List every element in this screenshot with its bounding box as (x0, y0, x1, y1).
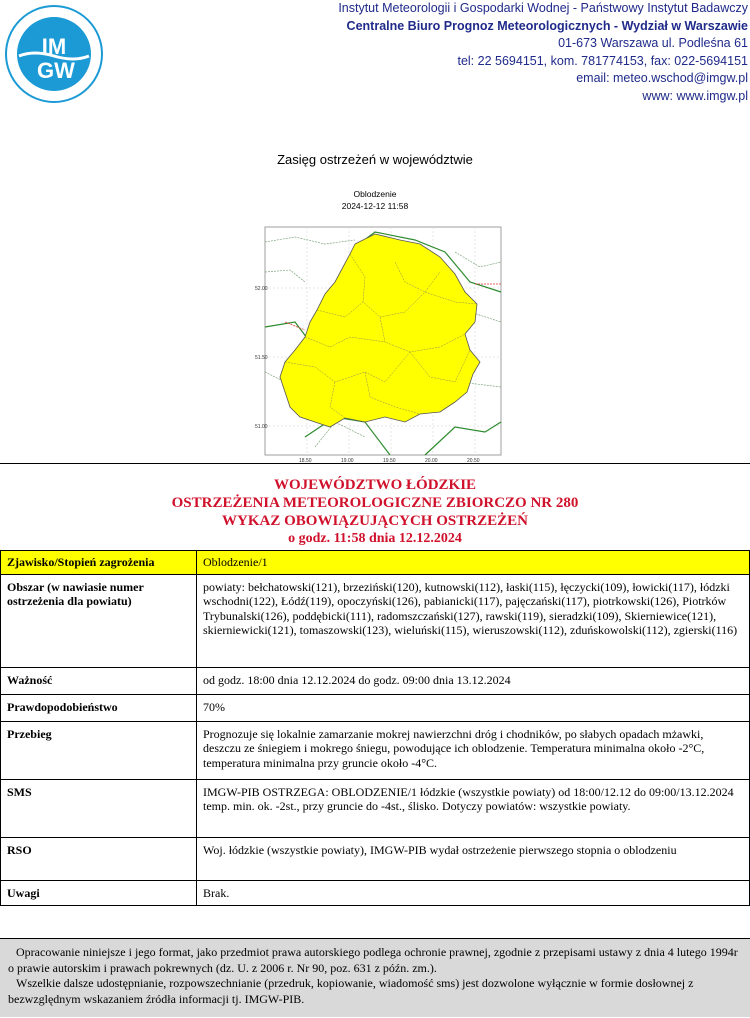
lat-label: 51.50 (255, 355, 268, 361)
table-row (1, 880, 750, 906)
row-label: Uwagi (1, 880, 197, 906)
header-line-www[interactable]: www: www.imgw.pl (642, 88, 748, 103)
row-value: Oblodzenie/1 (197, 551, 750, 575)
map-caption-date: 2024-12-12 11:58 (341, 201, 409, 211)
warning-map (255, 222, 505, 464)
bulletin-title (0, 464, 750, 550)
row-label: SMS (1, 779, 197, 837)
header-line-institute: Instytut Meteorologii i Gospodarki Wodnej - Państwowy Instytut Badawczy (338, 1, 748, 15)
imgw-logo (4, 4, 104, 104)
row-value: IMGW-PIB OSTRZEGA: OBLODZENIE/1 łódzkie (wszystkie powiaty) od 18:00/12.12 do 09:00/13.12.2024 temp. min. ok. -2st., przy gruncie do -4st., ślisko. Dotyczy powiatów: wszystkie powiaty. (197, 779, 750, 837)
row-value: powiaty: bełchatowski(121), brzeziński(120), kutnowski(112), łaski(115), łęczycki(109), łowicki(117), łódzki wschodni(122), Łódź(119), opoczyński(126), pabianicki(117), pajęczański(117), piotrkowski(126), Piotrków Trybunalski(126), poddębicki(111), radomszczański(127), rawski(119), sieradzki(109), Skierniewice(121), skierniewicki(121), tomaszowski(123), wieluński(115), wieruszowski(112), zduńskowolski(112), zgierski(116) (197, 574, 750, 667)
row-value: Prognozuje się lokalnie zamarzanie mokrej nawierzchni dróg i chodników, po słabych opadach mżawki, deszczu ze śniegiem i mokrego śniegu, powodujące ich oblodzenie. Temperatura minimalna około -2°C, temperatura minimalna przy gruncie około -4°C. (197, 721, 750, 779)
row-label: Zjawisko/Stopień zagrożenia (1, 551, 197, 575)
row-label: Obszar (w nawiasie numer ostrzeżenia dla powiatu) (1, 574, 197, 667)
header-line-email[interactable]: email: meteo.wschod@imgw.pl (576, 71, 748, 85)
bulletin-title-number: OSTRZEŻENIA METEOROLOGICZNE ZBIORCZO NR 280 (171, 495, 579, 511)
bulletin-box (0, 463, 750, 1018)
table-row (1, 551, 750, 575)
lon-label: 20.50 (467, 458, 480, 464)
table-row (1, 694, 750, 721)
row-value: Brak. (197, 880, 750, 906)
row-label: Prawdopodobieństwo (1, 694, 197, 721)
row-value: od godz. 18:00 dnia 12.12.2024 do godz. 09:00 dnia 13.12.2024 (197, 667, 750, 694)
row-label: Przebieg (1, 721, 197, 779)
lat-label: 51.00 (255, 424, 268, 430)
row-value: 70% (197, 694, 750, 721)
page-title: Zasięg ostrzeżeń w województwie (277, 152, 473, 167)
table-row (1, 667, 750, 694)
header-line-phone: tel: 22 5694151, kom. 781774153, fax: 022-5694151 (457, 53, 748, 68)
map-caption-phenomenon: Oblodzenie (353, 189, 397, 199)
lat-label: 52.00 (255, 286, 268, 292)
copyright-footer (0, 938, 750, 1017)
table-row (1, 721, 750, 779)
bulletin-title-time: o godz. 11:58 dnia 12.12.2024 (288, 531, 462, 546)
lon-label: 19.00 (341, 458, 354, 464)
map-caption (0, 188, 750, 212)
logo-text-imgw: IM (41, 34, 67, 59)
row-value: Woj. łódzkie (wszystkie powiaty), IMGW-PIB wydał ostrzeżenie pierwszego stopnia o oblodzeniu (197, 837, 750, 880)
row-label: RSO (1, 837, 197, 880)
table-row (1, 779, 750, 837)
copyright-text: Opracowanie niniejsze i jego format, jako przedmiot prawa autorskiego podlega ochronie prawnej, zgodnie z przepisami ustawy z dnia 4 lutego 1994r o prawie autorskim i prawach pokrewnych (dz. U. z 2006 r. Nr 90, poz. 631 z późn. zm.). (8, 945, 738, 975)
header-line-address: 01-673 Warszawa ul. Podleśna 61 (558, 36, 748, 50)
svg-text:GW: GW (37, 58, 75, 83)
distribution-text: Wszelkie dalsze udostępnianie, rozpowszechnianie (przedruk, kopiowanie, wiadomość sms) jest dozwolone wyłącznie w formie dosłownej z bezwzględnym wskazaniem źródła informacji tj. IMGW-PIB. (8, 976, 694, 1006)
table-row (1, 574, 750, 667)
warning-table (0, 550, 750, 906)
warning-map-svg (255, 222, 505, 464)
institute-header (338, 0, 748, 105)
header-line-bureau: Centralne Biuro Prognoz Meteorologicznych - Wydział w Warszawie (346, 18, 748, 33)
bulletin-title-region: WOJEWÓDZTWO ŁÓDZKIE (273, 477, 477, 493)
lon-label: 20.00 (425, 458, 438, 464)
lon-label: 19.50 (383, 458, 396, 464)
bulletin-title-list: WYKAZ OBOWIĄZUJĄCYCH OSTRZEŻEŃ (222, 513, 528, 529)
table-row (1, 837, 750, 880)
lon-label: 18.50 (299, 458, 312, 464)
row-label: Ważność (1, 667, 197, 694)
